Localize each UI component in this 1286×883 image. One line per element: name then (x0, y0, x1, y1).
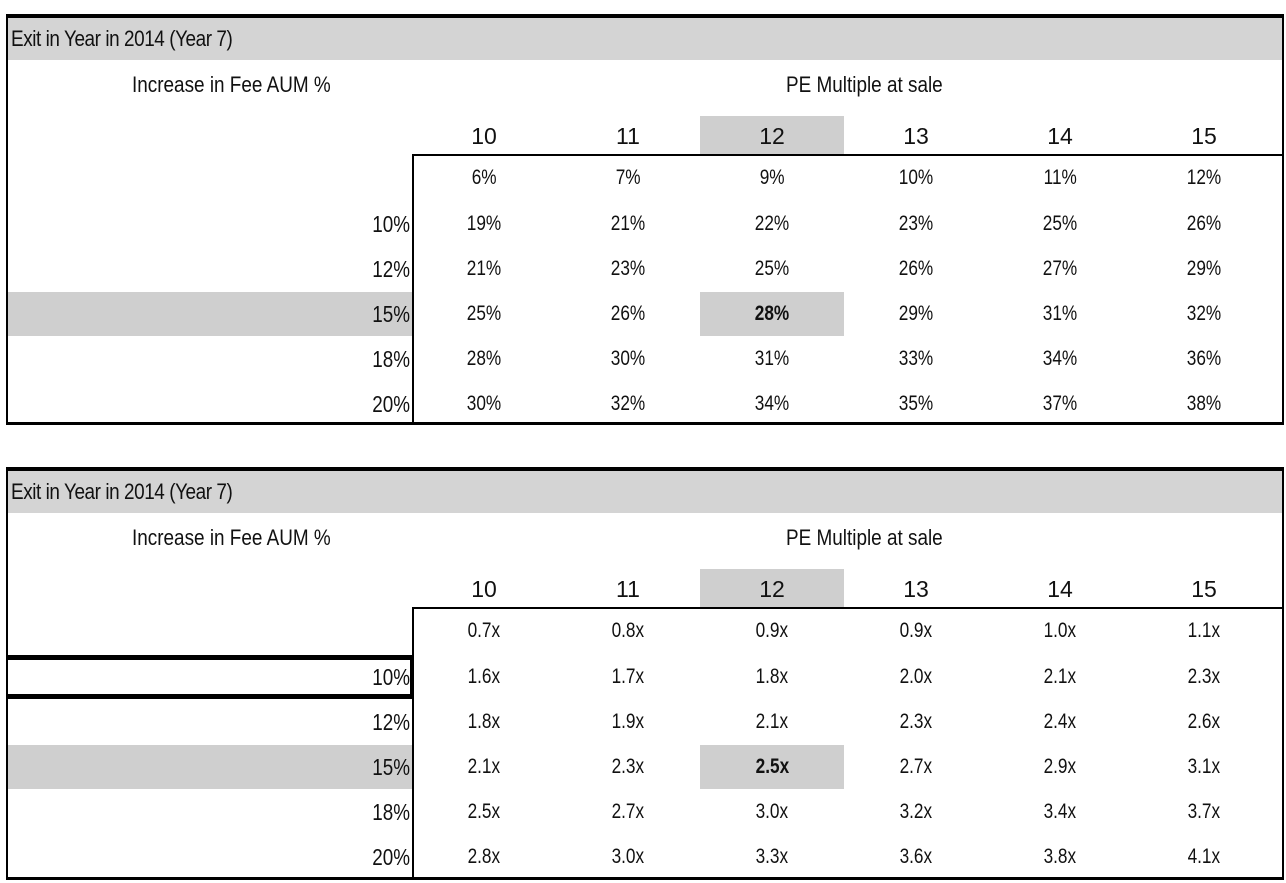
cell-value: 23% (610, 257, 646, 280)
value-cell[interactable] (412, 655, 556, 699)
value-cell[interactable] (844, 655, 988, 699)
cell-value: 2.3x (611, 755, 645, 778)
cell-value: 1.9x (611, 710, 645, 733)
value-cell[interactable] (988, 292, 1132, 336)
cell-value: 19% (466, 212, 502, 235)
row-label-text: 12% (372, 709, 410, 735)
row-label-text: 12% (372, 256, 410, 282)
sensitivity-table-irr (6, 14, 1284, 425)
value-cell[interactable] (844, 835, 988, 879)
cell-value: 1.8x (755, 665, 789, 688)
cell-value: 2.9x (1043, 755, 1077, 778)
cell-value: 3.3x (755, 845, 789, 868)
value-cell[interactable] (844, 382, 988, 426)
table-title[interactable]: Exit in Year in 2014 (Year 7) (11, 26, 233, 51)
column-header[interactable]: 11 (616, 576, 640, 602)
base-value-cell[interactable] (412, 609, 556, 653)
cell-value: 2.4x (1043, 710, 1077, 733)
cell-value: 2.8x (467, 845, 501, 868)
value-cell[interactable] (844, 292, 988, 336)
row-label[interactable] (8, 790, 412, 834)
cell-value: 3.0x (611, 845, 645, 868)
cell-value: 33% (898, 347, 934, 370)
cell-value: 29% (898, 302, 934, 325)
value-cell[interactable] (844, 247, 988, 291)
value-cell[interactable] (412, 337, 556, 381)
value-cell[interactable] (556, 655, 700, 699)
value-cell[interactable] (988, 655, 1132, 699)
value-cell[interactable] (700, 790, 844, 834)
cell-value: 7% (615, 166, 641, 189)
base-value-cell[interactable] (844, 609, 988, 653)
value-cell[interactable] (412, 700, 556, 744)
cell-value: 25% (1042, 212, 1078, 235)
value-cell[interactable] (988, 337, 1132, 381)
value-cell[interactable] (556, 382, 700, 426)
cell-value: 0.8x (611, 619, 645, 642)
cell-value: 25% (754, 257, 790, 280)
cell-value: 3.1x (1187, 755, 1221, 778)
value-cell[interactable] (700, 655, 844, 699)
row-label-text: 15% (372, 754, 410, 780)
column-header[interactable]: 14 (1047, 576, 1073, 602)
value-cell[interactable] (556, 292, 700, 336)
cell-value: 34% (754, 392, 790, 415)
base-value-cell[interactable] (556, 156, 700, 200)
row-label-text: 20% (372, 844, 410, 870)
base-value-cell[interactable] (700, 156, 844, 200)
cell-value: 2.1x (467, 755, 501, 778)
value-cell[interactable] (988, 247, 1132, 291)
column-header[interactable]: 11 (616, 123, 640, 149)
value-cell[interactable] (1132, 337, 1276, 381)
cell-value: 21% (466, 257, 502, 280)
cell-value: 2.3x (899, 710, 933, 733)
cell-value: 31% (1042, 302, 1078, 325)
cell-value: 34% (1042, 347, 1078, 370)
cell-value: 10% (898, 166, 934, 189)
value-cell[interactable] (1132, 745, 1276, 789)
cell-value: 2.6x (1187, 710, 1221, 733)
column-header[interactable]: 13 (903, 576, 929, 602)
column-axis-header[interactable]: PE Multiple at sale (786, 72, 943, 97)
row-label[interactable] (8, 835, 412, 879)
cell-value: 12% (1186, 166, 1222, 189)
cell-value: 1.8x (467, 710, 501, 733)
column-header[interactable]: 10 (471, 576, 497, 602)
value-cell[interactable] (700, 382, 844, 426)
cell-value: 30% (610, 347, 646, 370)
cell-value: 2.1x (1043, 665, 1077, 688)
column-axis-header[interactable]: PE Multiple at sale (786, 525, 943, 550)
cell-value: 26% (1186, 212, 1222, 235)
cell-value: 9% (759, 166, 785, 189)
row-label-text: 10% (372, 664, 410, 690)
value-cell[interactable] (412, 292, 556, 336)
cell-value: 1.1x (1187, 619, 1221, 642)
base-value-cell[interactable] (844, 156, 988, 200)
cell-value: 1.6x (467, 665, 501, 688)
cell-value: 3.4x (1043, 800, 1077, 823)
cell-value: 22% (754, 212, 790, 235)
value-cell[interactable] (412, 382, 556, 426)
cell-value: 23% (898, 212, 934, 235)
value-cell[interactable] (556, 790, 700, 834)
cell-value: 3.8x (1043, 845, 1077, 868)
base-value-cell[interactable] (988, 609, 1132, 653)
value-cell[interactable] (1132, 202, 1276, 246)
value-cell[interactable] (556, 202, 700, 246)
value-cell[interactable] (556, 337, 700, 381)
column-header[interactable]: 15 (1191, 576, 1217, 602)
value-cell[interactable] (556, 247, 700, 291)
cell-value: 31% (754, 347, 790, 370)
value-cell[interactable] (988, 202, 1132, 246)
value-cell[interactable] (700, 700, 844, 744)
base-value-cell[interactable] (556, 609, 700, 653)
value-cell[interactable] (844, 745, 988, 789)
value-cell[interactable] (1132, 700, 1276, 744)
column-header[interactable]: 14 (1047, 123, 1073, 149)
value-cell[interactable] (412, 247, 556, 291)
cell-value: 2.5x (755, 755, 789, 778)
cell-value: 1.7x (611, 665, 645, 688)
column-header[interactable]: 10 (471, 123, 497, 149)
cell-value: 0.7x (467, 619, 501, 642)
value-cell[interactable] (844, 790, 988, 834)
row-label[interactable] (8, 247, 412, 291)
value-cell[interactable] (700, 247, 844, 291)
base-value-cell[interactable] (700, 609, 844, 653)
cell-value: 1.0x (1043, 619, 1077, 642)
value-cell[interactable] (988, 835, 1132, 879)
cell-value: 25% (466, 302, 502, 325)
row-label-text: 18% (372, 346, 410, 372)
value-cell[interactable] (1132, 835, 1276, 879)
table-title-bar (8, 18, 1282, 60)
row-label-text: 15% (372, 301, 410, 327)
value-cell[interactable] (412, 790, 556, 834)
row-label[interactable] (8, 382, 412, 426)
value-cell[interactable] (556, 700, 700, 744)
column-header[interactable]: 12 (700, 116, 844, 156)
value-cell[interactable] (844, 700, 988, 744)
cell-value: 2.0x (899, 665, 933, 688)
table-title[interactable]: Exit in Year in 2014 (Year 7) (11, 479, 233, 504)
selected-cell-outline[interactable] (8, 655, 412, 699)
cell-value: 11% (1043, 166, 1077, 189)
cell-value: 35% (898, 392, 934, 415)
base-value-cell[interactable] (1132, 609, 1276, 653)
value-cell[interactable] (700, 745, 844, 789)
value-cell[interactable] (1132, 655, 1276, 699)
row-label-text: 18% (372, 799, 410, 825)
column-header[interactable]: 15 (1191, 123, 1217, 149)
value-cell[interactable] (988, 382, 1132, 426)
cell-value: 3.7x (1187, 800, 1221, 823)
column-header[interactable]: 12 (700, 569, 844, 609)
base-value-cell[interactable] (412, 156, 556, 200)
cell-value: 38% (1186, 392, 1222, 415)
cell-value: 36% (1186, 347, 1222, 370)
sensitivity-table-multiple (6, 467, 1284, 880)
cell-value: 28% (466, 347, 502, 370)
row-label-text: 20% (372, 391, 410, 417)
cell-value: 2.1x (755, 710, 789, 733)
cell-value: 29% (1186, 257, 1222, 280)
value-cell[interactable] (700, 202, 844, 246)
value-cell[interactable] (412, 835, 556, 879)
row-axis-header[interactable]: Increase in Fee AUM % (132, 525, 331, 550)
value-cell[interactable] (1132, 292, 1276, 336)
cell-value: 27% (1042, 257, 1078, 280)
cell-value: 28% (754, 302, 790, 325)
cell-value: 6% (471, 166, 497, 189)
value-cell[interactable] (988, 700, 1132, 744)
cell-value: 2.7x (899, 755, 933, 778)
value-cell[interactable] (1132, 247, 1276, 291)
value-cell[interactable] (700, 835, 844, 879)
cell-value: 2.3x (1187, 665, 1221, 688)
value-cell[interactable] (412, 202, 556, 246)
cell-value: 3.6x (899, 845, 933, 868)
cell-value: 26% (898, 257, 934, 280)
table-title-bar (8, 471, 1282, 513)
value-cell[interactable] (988, 745, 1132, 789)
row-label[interactable] (8, 700, 412, 744)
base-value-cell[interactable] (988, 156, 1132, 200)
cell-value: 4.1x (1187, 845, 1221, 868)
cell-value: 21% (610, 212, 646, 235)
cell-value: 0.9x (755, 619, 789, 642)
row-label[interactable] (8, 202, 412, 246)
cell-value: 30% (466, 392, 502, 415)
row-axis-header[interactable]: Increase in Fee AUM % (132, 72, 331, 97)
value-cell[interactable] (844, 337, 988, 381)
cell-value: 2.5x (467, 800, 501, 823)
value-cell[interactable] (556, 745, 700, 789)
row-label-text: 10% (372, 211, 410, 237)
cell-value: 37% (1042, 392, 1078, 415)
value-cell[interactable] (988, 790, 1132, 834)
value-cell[interactable] (556, 835, 700, 879)
cell-value: 26% (610, 302, 646, 325)
row-label[interactable] (8, 337, 412, 381)
cell-value: 32% (1186, 302, 1222, 325)
cell-value: 32% (610, 392, 646, 415)
value-cell[interactable] (412, 745, 556, 789)
base-value-cell[interactable] (1132, 156, 1276, 200)
cell-value: 0.9x (899, 619, 933, 642)
cell-value: 2.7x (611, 800, 645, 823)
column-header[interactable]: 13 (903, 123, 929, 149)
row-label[interactable] (8, 292, 412, 336)
value-cell[interactable] (1132, 790, 1276, 834)
value-cell[interactable] (1132, 382, 1276, 426)
cell-value: 3.2x (899, 800, 933, 823)
value-cell[interactable] (844, 202, 988, 246)
cell-value: 3.0x (755, 800, 789, 823)
value-cell[interactable] (700, 292, 844, 336)
row-label[interactable] (8, 745, 412, 789)
value-cell[interactable] (700, 337, 844, 381)
